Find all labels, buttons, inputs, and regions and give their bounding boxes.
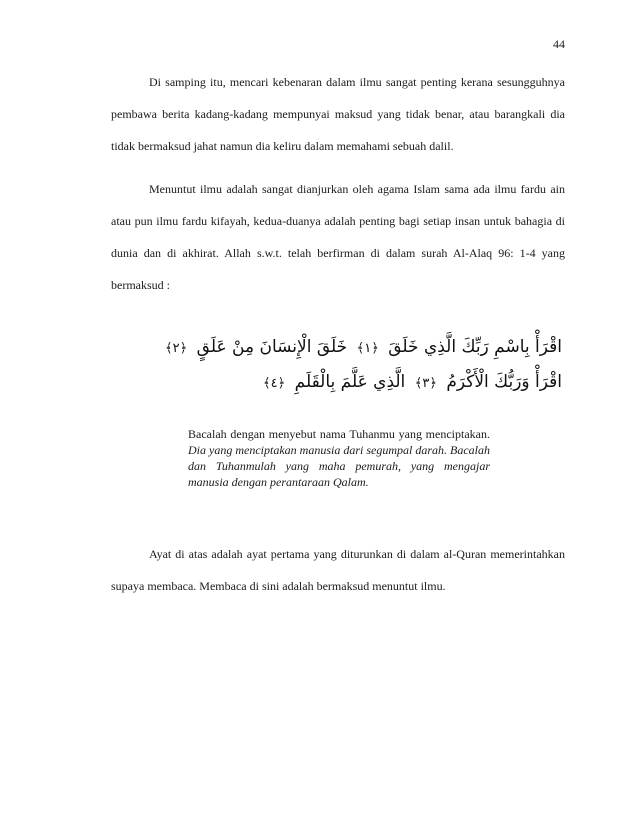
ayah-4-marker: ﴿٤﴾ xyxy=(262,376,286,391)
paragraph-text: Ayat di atas adalah ayat pertama yang diturunkan di dalam al-Quran memerintahkan supaya membaca. Membaca di sini adalah bermaksud menuntut ilmu. xyxy=(111,547,565,593)
translation-italic: Dia yang menciptakan manusia dari segumpal darah. Bacalah dan Tuhanmulah yang maha pemurah, yang mengajar manusia dengan perantaraan Qalam. xyxy=(188,443,490,489)
quran-verse-line-2 xyxy=(182,372,562,392)
ayah-4-text: الَّذِي عَلَّمَ بِالْقَلَمِ xyxy=(294,372,406,392)
ayah-1-text: اقْرَأْ بِاسْمِ رَبِّكَ الَّذِي خَلَقَ xyxy=(388,337,562,357)
ayah-1-marker: ﴿١﴾ xyxy=(356,341,379,356)
paragraph-seeking-knowledge xyxy=(111,173,565,301)
translation-normal: Bacalah dengan menyebut nama Tuhanmu yang menciptakan. xyxy=(188,427,490,441)
paragraph-knowledge-truth xyxy=(111,66,565,162)
verse-translation xyxy=(188,426,490,490)
page-number: 44 xyxy=(553,37,565,51)
quran-verse-line-1 xyxy=(165,337,562,357)
paragraph-text: Menuntut ilmu adalah sangat dianjurkan oleh agama Islam sama ada ilmu fardu ain atau pun ilmu fardu kifayah, kedua-duanya adalah penting bagi setiap insan untuk bahagia di dunia dan di akhirat. Allah s.w.t. telah berfirman di dalam surah Al-Alaq 96: 1-4 yang bermaksud : xyxy=(111,182,565,292)
paragraph-first-revelation xyxy=(111,538,565,602)
ayah-3-marker: ﴿٣﴾ xyxy=(414,376,437,391)
paragraph-text: Di samping itu, mencari kebenaran dalam ilmu sangat penting kerana sesungguhnya pembawa berita kadang-kadang mempunyai maksud yang tidak benar, atau barangkali dia tidak bermaksud jahat namun dia keliru dalam memahami sebuah dalil. xyxy=(111,75,565,153)
ayah-2-text: خَلَقَ الْإِنسَانَ مِنْ عَلَقٍ xyxy=(196,337,348,357)
ayah-3-text: اقْرَأْ وَرَبُّكَ الْأَكْرَمُ xyxy=(446,372,562,392)
ayah-2-marker: ﴿٢﴾ xyxy=(165,341,188,356)
